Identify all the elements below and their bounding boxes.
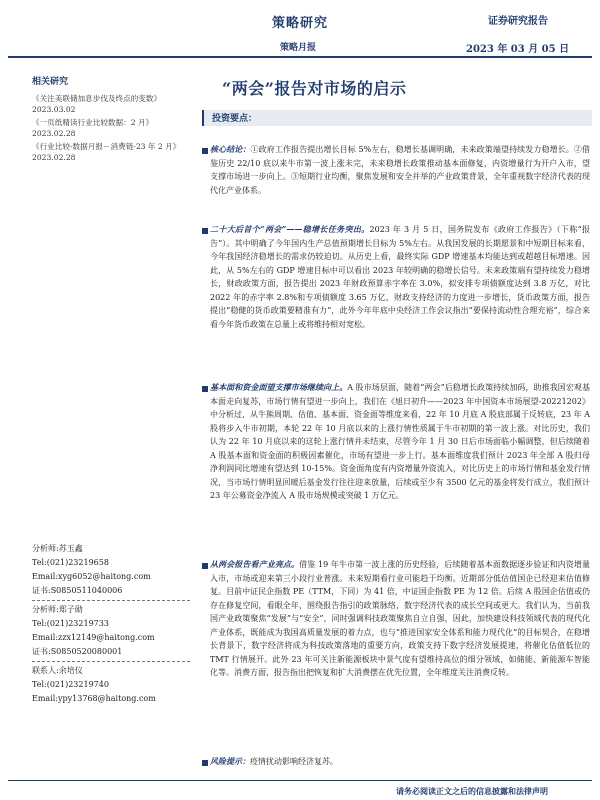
analyst-name: 分析师:苏玉鑫 xyxy=(32,544,83,553)
analyst-email[interactable]: Email:zzx12149@haitong.com xyxy=(32,633,155,642)
analyst-name: 分析师:郑子勋 xyxy=(32,605,83,614)
related-item[interactable] xyxy=(32,93,192,115)
analyst-cert: 证书:S0850511040006 xyxy=(32,586,123,595)
key-point xyxy=(210,143,590,197)
contact-block xyxy=(32,542,192,598)
point-lead: 从两会报告看产业亮点。 xyxy=(210,559,300,569)
bullet-marker xyxy=(202,386,208,392)
footer-divider xyxy=(8,780,592,781)
contact-divider xyxy=(32,600,190,601)
related-item-date: 2023.02.28 xyxy=(32,129,76,138)
point-text: 借鉴 19 年牛市第一波上涨的历史经验，后续随着基本面数据逐步验证和内资增量入市，市场或迎来第三小段行业普涨。未来短期看行业可能趋于均衡。近期部分低估值国企已经迎来估值修复。目前中证民企指数 PE（TTM，下同）为 41 倍，中证国企指数 PE 为 12 倍。后续 A 股国企估值或仍存在修复空间，看眼全年，围绕报告指引的政策脉络，数字经济代表的成长空间或更大。我们认为，当前我国产业政策聚焦“发展”与“安全”，同时强调科技政策聚焦自立自强，因此，加快建设科技领域代表的现代化产业体系，既能成为我国高质量发展的着力点，也与“推进国家安全体系和能力现代化”的目标契合，在稳增长背景下，数字经济将成为科技政策落地的重要方向，政策支持下数字经济发展提速，将催化估值低位的 TMT 行情展开。此外 23 年可关注新能源板块中景气度有望维持高位的细分领域，如储能、新能源车智能化等。消费方面，报告指出把恢复和扩大消费摆在优先位置，全年维度关注消费反转。 xyxy=(210,560,591,677)
contact-block xyxy=(32,603,192,659)
key-point xyxy=(210,755,590,769)
contact-block xyxy=(32,664,192,706)
report-date: 2023 年 03 月 05 日 xyxy=(466,44,570,55)
bullet-marker xyxy=(202,760,208,766)
analyst-tel: Tel:(021)23219733 xyxy=(32,619,109,628)
document-title: “两会”报告对市场的启示 xyxy=(222,79,407,98)
analyst-email[interactable]: Email:xyg6052@haitong.com xyxy=(32,572,151,581)
analyst-contacts xyxy=(32,542,192,706)
contact-divider xyxy=(32,661,190,662)
related-item-title: 《一页纸精读行业比较数据：2 月》 xyxy=(32,118,154,127)
related-heading: 相关研究 xyxy=(32,77,69,87)
point-lead: 二十大后首个“两会”——稳增长任务突出。 xyxy=(210,224,370,234)
related-item-title: 《关注美联储加息步伐及终点的变数》 xyxy=(32,94,162,103)
point-lead: 核心结论： xyxy=(210,144,251,154)
related-research-panel xyxy=(32,74,192,165)
point-text: A 股市场层面，随着“两会”后稳增长政策持续加码，助推我国宏观基本面走向复苏，市场行情有望进一步向上，我们在《旭日初升——2023 年中国资本市场展望-20221202》中分析过，从牛熊周期、估值、基本面、资金面等维度来看，22 年 10 月底 A 股底部属于反转底，23 年 A 股将步入牛市初期，本轮 22 年 10 月底以来的上涨行情性质属于牛市初期的第一波上涨。对比历史，我们认为 22 年 10 月底以来的这轮上涨行情并未结束，尽管今年 1 月 30 日后市场面临小幅调整，但后续随着 A 股基本面和资金面的积极因素催化，市场有望进一步上行。基本面维度我们预计 2023 年全部 A 股归母净利润同比增速有望达到 10-15%。资金面角度有内资增量外资流入，对比历史上的市场行情和基金发行情况，当市场行情明显回暖后基金发行往往迎来放量，后续或至少有 3500 亿元的基金将发行成立，我们预计 23 年公募资金净流入 A 股市场规模或突破 1 万亿元。 xyxy=(210,383,590,500)
report-type: 证券研究报告 xyxy=(488,16,548,27)
key-point xyxy=(210,558,590,680)
footer-disclaimer: 请务必阅读正文之后的信息披露和法律声明 xyxy=(396,786,548,796)
related-item-date: 2023.03.02 xyxy=(32,105,76,114)
analyst-cert: 证书:S0850520080001 xyxy=(32,647,123,656)
section-title: 投资要点： xyxy=(212,114,258,124)
header-subtitle: 策略月报 xyxy=(280,43,317,53)
report-header xyxy=(0,0,600,56)
key-point xyxy=(210,223,590,331)
section-header-bar xyxy=(202,110,592,126)
analyst-tel: Tel:(021)23219740 xyxy=(32,680,109,689)
point-text: 疫情扰动影响经济复苏。 xyxy=(250,757,338,766)
bullet-marker xyxy=(202,148,208,154)
analyst-tel: Tel:(021)23219658 xyxy=(32,558,109,567)
point-text: ①政府工作报告提出增长目标 5%左右，稳增长基调明确，未来政策端望持续发力稳增长。②借鉴历史 22/10 底以来牛市第一波上涨未完，未来稳增长政策推动基本面修复，内资增量行为开户入市，望支撑市场进一步向上。③短期行业均衡，聚焦发展和安全并举的产业政策背景，全年重视数字经济代表的现代化产业体系。 xyxy=(210,145,591,195)
point-lead: 风险提示： xyxy=(210,756,250,766)
analyst-name: 联系人:余培仪 xyxy=(32,666,83,675)
analyst-email[interactable]: Email:ypy13768@haitong.com xyxy=(32,694,156,703)
related-item-title: 《行业比较-数据月报－消费链-23 年 2 月》 xyxy=(32,142,181,151)
key-point xyxy=(210,381,590,503)
bullet-marker xyxy=(202,563,208,569)
header-title: 策略研究 xyxy=(272,16,329,31)
header-divider xyxy=(8,56,592,58)
point-text: 2023 年 3 月 5 日，国务院发布《政府工作报告》（下称“报告”）。其中明确了今年国内生产总值预期增长目标为 5%左右。从我国发展的长期愿景和中短期目标来看，今年我国经济稳增长的需求仍较迫切。从历史上看，最终实际 GDP 增速基本均能达到或超越目标增速。因此，从 5%左右的 GDP 增速目标中可以看出 2023 年较明确的稳增长信号。未来政策端有望持续发力稳增长，财政政策方面，报告提出 2023 年财政预算赤字率在 3.0%，拟安排专项债额度达到 3.8 万亿，对比 2022 年的赤字率 2.8%和专项债额度 3.65 万亿，财政支持经济的力度进一步增长，货币政策方面，报告提出“稳健的货币政策要精准有力”，此外今年年底中央经济工作会议指出“要保持流动性合理充裕”，综合来看今年货币政策在总量上或将维持相对宽松。 xyxy=(210,225,591,329)
related-item[interactable] xyxy=(32,117,192,139)
bullet-marker xyxy=(202,228,208,234)
related-item[interactable] xyxy=(32,141,192,163)
related-item-date: 2023.02.28 xyxy=(32,153,76,162)
point-lead: 基本面和资金面望支撑市场继续向上。 xyxy=(210,382,348,392)
